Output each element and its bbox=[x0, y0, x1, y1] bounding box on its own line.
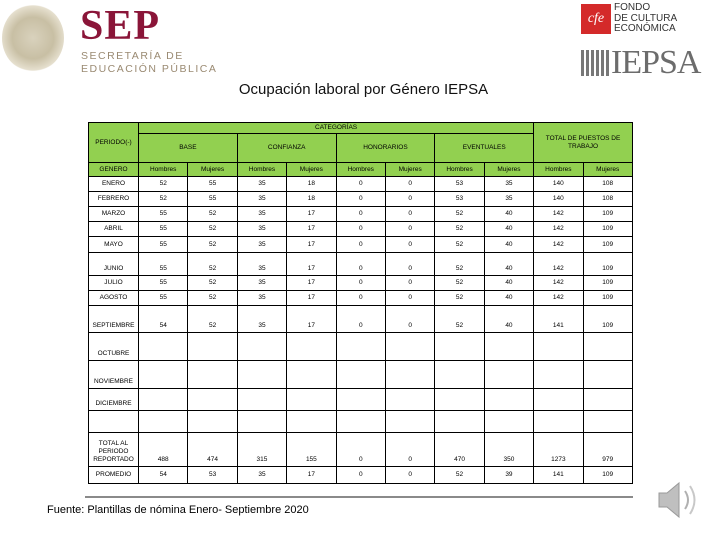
row-label bbox=[89, 411, 139, 433]
table-cell: 0 bbox=[336, 253, 385, 276]
table-cell: 52 bbox=[435, 306, 484, 333]
table-cell: 0 bbox=[336, 177, 385, 192]
table-cell: 109 bbox=[583, 276, 632, 291]
table-cell: 55 bbox=[139, 291, 188, 306]
table-cell: 109 bbox=[583, 222, 632, 237]
sep-subtitle-line: EDUCACIÓN PÚBLICA bbox=[81, 63, 218, 75]
table-row bbox=[89, 389, 633, 411]
row-label: ENERO bbox=[89, 177, 139, 192]
book-icon bbox=[581, 50, 609, 76]
table-cell bbox=[484, 333, 533, 361]
table-cell: 17 bbox=[287, 467, 336, 484]
table-cell: 0 bbox=[385, 192, 434, 207]
table-cell: 109 bbox=[583, 306, 632, 333]
table-cell bbox=[385, 389, 434, 411]
row-label: ABRIL bbox=[89, 222, 139, 237]
table-cell: 142 bbox=[534, 207, 583, 222]
row-label: TOTAL AL PERIODO REPORTADO bbox=[89, 433, 139, 467]
table-cell: 18 bbox=[287, 177, 336, 192]
row-label: OCTUBRE bbox=[89, 333, 139, 361]
table-cell: 109 bbox=[583, 237, 632, 253]
row-label: DICIEMBRE bbox=[89, 389, 139, 411]
table-row bbox=[89, 207, 633, 222]
table-row bbox=[89, 222, 633, 237]
table-cell: 0 bbox=[385, 291, 434, 306]
table-cell: 142 bbox=[534, 237, 583, 253]
table-cell bbox=[385, 411, 434, 433]
gender-col-header: Mujeres bbox=[484, 163, 533, 177]
table-cell bbox=[188, 333, 237, 361]
table-cell bbox=[188, 411, 237, 433]
row-label: JUNIO bbox=[89, 253, 139, 276]
table-cell: 474 bbox=[188, 433, 237, 467]
table-cell: 0 bbox=[336, 237, 385, 253]
period-header: PERIODO(-) bbox=[89, 123, 139, 163]
table-cell bbox=[435, 361, 484, 389]
table-cell: 53 bbox=[435, 192, 484, 207]
table-cell: 55 bbox=[139, 237, 188, 253]
table-cell: 52 bbox=[188, 291, 237, 306]
table-cell: 40 bbox=[484, 253, 533, 276]
footer-divider bbox=[85, 496, 633, 498]
table-cell: 0 bbox=[385, 306, 434, 333]
table-cell bbox=[287, 389, 336, 411]
table-row bbox=[89, 361, 633, 389]
table-cell: 109 bbox=[583, 467, 632, 484]
table-cell: 0 bbox=[336, 222, 385, 237]
table-cell: 18 bbox=[287, 192, 336, 207]
table-cell: 53 bbox=[435, 177, 484, 192]
table-cell: 1273 bbox=[534, 433, 583, 467]
table-cell: 52 bbox=[435, 237, 484, 253]
categories-header: CATEGORÍAS bbox=[139, 123, 534, 134]
table-cell bbox=[534, 333, 583, 361]
table-cell: 54 bbox=[139, 467, 188, 484]
table-cell: 52 bbox=[139, 177, 188, 192]
table-cell bbox=[484, 411, 533, 433]
table-cell bbox=[237, 411, 286, 433]
table-cell: 54 bbox=[139, 306, 188, 333]
table-cell: 142 bbox=[534, 276, 583, 291]
gender-col-header: Hombres bbox=[139, 163, 188, 177]
table-cell: 315 bbox=[237, 433, 286, 467]
table-cell bbox=[385, 361, 434, 389]
table-cell: 40 bbox=[484, 276, 533, 291]
table-cell bbox=[139, 411, 188, 433]
table-cell: 0 bbox=[385, 467, 434, 484]
table-cell: 52 bbox=[435, 467, 484, 484]
speaker-icon[interactable] bbox=[655, 475, 705, 525]
table-cell bbox=[583, 389, 632, 411]
table-cell: 52 bbox=[188, 237, 237, 253]
table-cell: 35 bbox=[237, 306, 286, 333]
mexico-seal-logo bbox=[2, 4, 64, 72]
table-row bbox=[89, 291, 633, 306]
table-cell: 52 bbox=[188, 207, 237, 222]
table-row bbox=[89, 237, 633, 253]
table-cell: 0 bbox=[336, 276, 385, 291]
table-cell: 53 bbox=[188, 467, 237, 484]
table-cell: 109 bbox=[583, 291, 632, 306]
table-cell: 35 bbox=[237, 253, 286, 276]
table-cell: 35 bbox=[484, 177, 533, 192]
table-cell: 40 bbox=[484, 207, 533, 222]
table-cell bbox=[534, 389, 583, 411]
table-cell: 109 bbox=[583, 253, 632, 276]
table-cell: 141 bbox=[534, 306, 583, 333]
table-cell: 52 bbox=[188, 253, 237, 276]
table-cell: 350 bbox=[484, 433, 533, 467]
table-cell bbox=[583, 333, 632, 361]
employment-table bbox=[88, 122, 633, 484]
table-cell: 0 bbox=[385, 222, 434, 237]
gender-col-header: Hombres bbox=[237, 163, 286, 177]
table-cell: 52 bbox=[435, 291, 484, 306]
table-cell bbox=[237, 333, 286, 361]
table-cell: 0 bbox=[336, 192, 385, 207]
total-header: TOTAL DE PUESTOS DE TRABAJO bbox=[534, 123, 633, 163]
table-cell: 109 bbox=[583, 207, 632, 222]
row-label: AGOSTO bbox=[89, 291, 139, 306]
table-cell: 40 bbox=[484, 306, 533, 333]
table-row bbox=[89, 306, 633, 333]
table-row bbox=[89, 276, 633, 291]
row-label: MAYO bbox=[89, 237, 139, 253]
table-cell: 52 bbox=[435, 253, 484, 276]
table-row bbox=[89, 433, 633, 467]
row-label: NOVIEMBRE bbox=[89, 361, 139, 389]
table-cell: 52 bbox=[435, 222, 484, 237]
gender-col-header: Mujeres bbox=[385, 163, 434, 177]
gender-col-header: Mujeres bbox=[188, 163, 237, 177]
iepsa-logo: IEPSA bbox=[611, 44, 701, 81]
table-cell: 488 bbox=[139, 433, 188, 467]
row-label: PROMEDIO bbox=[89, 467, 139, 484]
table-cell: 40 bbox=[484, 237, 533, 253]
table-cell: 35 bbox=[484, 192, 533, 207]
category-eventuales: EVENTUALES bbox=[435, 134, 534, 163]
fce-logo-text bbox=[614, 3, 677, 35]
table-cell bbox=[287, 361, 336, 389]
table-cell bbox=[336, 411, 385, 433]
table-cell: 0 bbox=[336, 467, 385, 484]
table-cell: 35 bbox=[237, 192, 286, 207]
table-cell: 17 bbox=[287, 306, 336, 333]
gender-col-header: Hombres bbox=[435, 163, 484, 177]
gender-header: GENERO bbox=[89, 163, 139, 177]
table-cell bbox=[287, 333, 336, 361]
row-label: SEPTIEMBRE bbox=[89, 306, 139, 333]
table-cell: 0 bbox=[336, 433, 385, 467]
table-cell bbox=[139, 333, 188, 361]
table-cell: 0 bbox=[385, 237, 434, 253]
table-cell: 55 bbox=[188, 177, 237, 192]
table-cell bbox=[484, 389, 533, 411]
row-label: FEBRERO bbox=[89, 192, 139, 207]
table-cell: 17 bbox=[287, 276, 336, 291]
table-cell: 140 bbox=[534, 192, 583, 207]
table-cell: 52 bbox=[188, 222, 237, 237]
table-cell bbox=[237, 389, 286, 411]
table-cell: 0 bbox=[336, 207, 385, 222]
row-label: MARZO bbox=[89, 207, 139, 222]
table-cell: 55 bbox=[188, 192, 237, 207]
table-cell: 55 bbox=[139, 253, 188, 276]
table-cell bbox=[435, 411, 484, 433]
table-cell: 141 bbox=[534, 467, 583, 484]
table-cell: 108 bbox=[583, 192, 632, 207]
source-note: Fuente: Plantillas de nómina Enero- Septiembre 2020 bbox=[47, 504, 309, 516]
table-cell: 0 bbox=[385, 253, 434, 276]
table-cell: 0 bbox=[385, 433, 434, 467]
table-cell: 0 bbox=[336, 291, 385, 306]
table-cell bbox=[336, 333, 385, 361]
sep-subtitle bbox=[81, 50, 217, 76]
table-cell: 52 bbox=[188, 276, 237, 291]
table-cell: 108 bbox=[583, 177, 632, 192]
row-label: JULIO bbox=[89, 276, 139, 291]
table-cell: 55 bbox=[139, 276, 188, 291]
table-cell: 0 bbox=[385, 276, 434, 291]
gender-col-header: Hombres bbox=[534, 163, 583, 177]
table-row bbox=[89, 192, 633, 207]
table-cell: 155 bbox=[287, 433, 336, 467]
table-cell bbox=[435, 389, 484, 411]
table-cell bbox=[336, 361, 385, 389]
table-cell: 40 bbox=[484, 222, 533, 237]
gender-col-header: Mujeres bbox=[583, 163, 632, 177]
table-cell: 52 bbox=[139, 192, 188, 207]
table-cell: 17 bbox=[287, 207, 336, 222]
table-cell: 0 bbox=[385, 177, 434, 192]
category-base: BASE bbox=[139, 134, 238, 163]
table-cell: 17 bbox=[287, 222, 336, 237]
table-row bbox=[89, 253, 633, 276]
table-cell: 39 bbox=[484, 467, 533, 484]
table-cell: 55 bbox=[139, 207, 188, 222]
table-cell bbox=[188, 361, 237, 389]
gender-col-header: Mujeres bbox=[287, 163, 336, 177]
table-cell: 35 bbox=[237, 467, 286, 484]
table-cell: 35 bbox=[237, 177, 286, 192]
table-cell: 17 bbox=[287, 237, 336, 253]
gender-col-header: Hombres bbox=[336, 163, 385, 177]
fce-line: DE CULTURA bbox=[614, 12, 678, 24]
table-cell: 52 bbox=[435, 276, 484, 291]
table-cell bbox=[139, 361, 188, 389]
fce-logo-mark: cfe bbox=[581, 4, 611, 34]
table-cell: 142 bbox=[534, 291, 583, 306]
table-cell bbox=[336, 389, 385, 411]
table-cell bbox=[385, 333, 434, 361]
table-cell: 35 bbox=[237, 237, 286, 253]
table-row bbox=[89, 467, 633, 484]
table-cell: 17 bbox=[287, 253, 336, 276]
category-honorarios: HONORARIOS bbox=[336, 134, 435, 163]
table-cell bbox=[583, 411, 632, 433]
category-confianza: CONFIANZA bbox=[237, 134, 336, 163]
table-cell: 35 bbox=[237, 207, 286, 222]
table-cell: 52 bbox=[188, 306, 237, 333]
table-cell: 40 bbox=[484, 291, 533, 306]
table-cell bbox=[534, 411, 583, 433]
table-cell bbox=[435, 333, 484, 361]
table-cell bbox=[484, 361, 533, 389]
table-cell: 142 bbox=[534, 253, 583, 276]
table-cell bbox=[287, 411, 336, 433]
sep-logo: SEP bbox=[80, 3, 161, 49]
table-cell bbox=[188, 389, 237, 411]
fce-line: FONDO bbox=[614, 2, 651, 13]
table-row bbox=[89, 411, 633, 433]
fce-line: ECONÓMICA bbox=[614, 23, 676, 34]
table-row bbox=[89, 177, 633, 192]
table-row bbox=[89, 333, 633, 361]
sep-subtitle-line: SECRETARÍA DE bbox=[81, 50, 184, 62]
table-cell: 55 bbox=[139, 222, 188, 237]
table-cell: 979 bbox=[583, 433, 632, 467]
table-cell: 140 bbox=[534, 177, 583, 192]
page-title: Ocupación laboral por Género IEPSA bbox=[238, 81, 489, 98]
table-cell: 35 bbox=[237, 291, 286, 306]
table-cell: 142 bbox=[534, 222, 583, 237]
table-cell: 470 bbox=[435, 433, 484, 467]
table-cell: 17 bbox=[287, 291, 336, 306]
table-cell: 35 bbox=[237, 222, 286, 237]
table-cell bbox=[139, 389, 188, 411]
table-cell: 0 bbox=[336, 306, 385, 333]
table-cell: 52 bbox=[435, 207, 484, 222]
table-cell: 0 bbox=[385, 207, 434, 222]
table-cell: 35 bbox=[237, 276, 286, 291]
table-cell bbox=[237, 361, 286, 389]
table-cell bbox=[583, 361, 632, 389]
table-cell bbox=[534, 361, 583, 389]
